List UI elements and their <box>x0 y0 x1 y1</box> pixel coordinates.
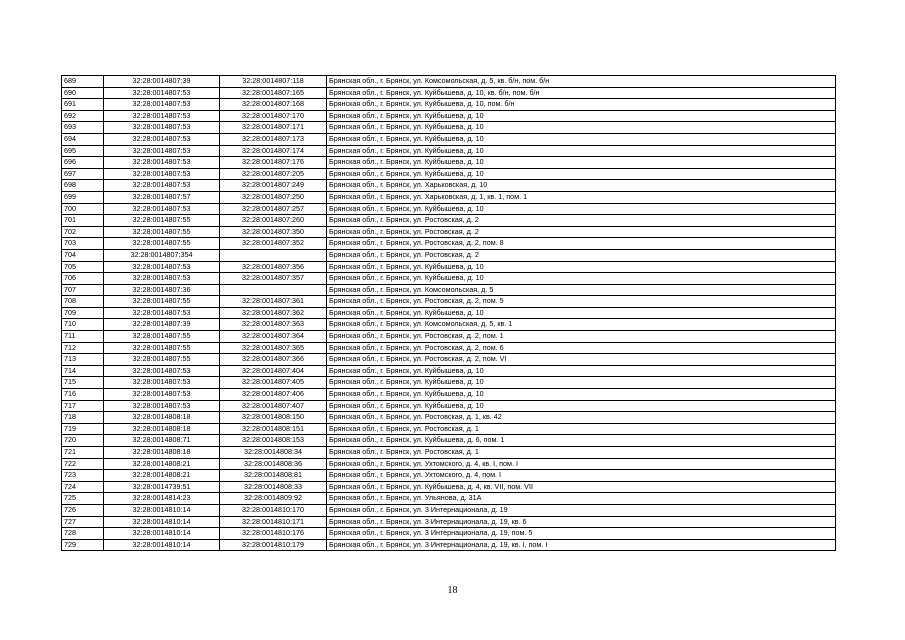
table-row <box>62 215 836 227</box>
parent-cadastral-number-cell: 32:28:0014807:53 <box>104 99 220 111</box>
parent-cadastral-number-cell: 32:28:0014808:18 <box>104 412 220 424</box>
row-number-cell: 701 <box>62 215 104 227</box>
row-number-cell: 702 <box>62 226 104 238</box>
address-cell: Брянская обл., г. Брянск, ул. Ульянова, д. 31А <box>327 493 836 505</box>
table-row <box>62 377 836 389</box>
address-cell: Брянская обл., г. Брянск, ул. Ростовская, д. 2, пом. VI <box>327 354 836 366</box>
table-row <box>62 423 836 435</box>
row-number-cell: 712 <box>62 342 104 354</box>
table-row <box>62 226 836 238</box>
row-number-cell: 694 <box>62 133 104 145</box>
parent-cadastral-number-cell: 32:28:0014814:23 <box>104 493 220 505</box>
table-row <box>62 133 836 145</box>
row-number-cell: 691 <box>62 99 104 111</box>
cadastral-number-cell: 32:28:0014809:92 <box>220 493 327 505</box>
cadastral-number-cell <box>220 284 327 296</box>
parent-cadastral-number-cell: 32:28:0014807:55 <box>104 215 220 227</box>
row-number-cell: 721 <box>62 447 104 459</box>
table-row <box>62 273 836 285</box>
address-cell: Брянская обл., г. Брянск, ул. Ростовская, д. 2, пом. 8 <box>327 238 836 250</box>
address-cell: Брянская обл., г. Брянск, ул. 3 Интернационала, д. 19 <box>327 504 836 516</box>
row-number-cell: 711 <box>62 331 104 343</box>
address-cell: Брянская обл., г. Брянск, ул. Комсомольская, д. 5 <box>327 284 836 296</box>
table-row <box>62 249 836 261</box>
parent-cadastral-number-cell: 32:28:0014810:14 <box>104 504 220 516</box>
cadastral-number-cell: 32:28:0014810:171 <box>220 516 327 528</box>
table-row <box>62 145 836 157</box>
address-cell: Брянская обл., г. Брянск, ул. Куйбышева, д. 4, кв. VII, пом. VII <box>327 481 836 493</box>
row-number-cell: 693 <box>62 122 104 134</box>
cadastral-number-cell: 32:28:0014807:352 <box>220 238 327 250</box>
address-cell: Брянская обл., г. Брянск, ул. Куйбышева, д. 10 <box>327 389 836 401</box>
row-number-cell: 726 <box>62 504 104 516</box>
row-number-cell: 698 <box>62 180 104 192</box>
address-cell: Брянская обл., г. Брянск, ул. Куйбышева, д. 10 <box>327 307 836 319</box>
cadastral-number-cell <box>220 249 327 261</box>
parent-cadastral-number-cell: 32:28:0014807:53 <box>104 307 220 319</box>
address-cell: Брянская обл., г. Брянск, ул. Ростовская, д. 1 <box>327 423 836 435</box>
row-number-cell: 719 <box>62 423 104 435</box>
address-cell: Брянская обл., г. Брянск, ул. Ростовская, д. 2, пом. 1 <box>327 331 836 343</box>
table-row <box>62 157 836 169</box>
parent-cadastral-number-cell: 32:28:0014808:71 <box>104 435 220 447</box>
table-row <box>62 168 836 180</box>
table-row <box>62 76 836 88</box>
address-cell: Брянская обл., г. Брянск, ул. Ростовская, д. 2 <box>327 249 836 261</box>
row-number-cell: 703 <box>62 238 104 250</box>
table-row <box>62 296 836 308</box>
cadastral-number-cell: 32:28:0014808:34 <box>220 447 327 459</box>
cadastral-number-cell: 32:28:0014807:168 <box>220 99 327 111</box>
address-cell: Брянская обл., г. Брянск, ул. Харьковская, д. 1, кв. 1, пом. 1 <box>327 191 836 203</box>
cadastral-number-cell: 32:28:0014810:179 <box>220 539 327 551</box>
table-row <box>62 238 836 250</box>
parent-cadastral-number-cell: 32:28:0014807:55 <box>104 238 220 250</box>
parent-cadastral-number-cell: 32:28:0014807:55 <box>104 226 220 238</box>
address-cell: Брянская обл., г. Брянск, ул. Комсомольская, д. 5, кв. б/н, пом. б/н <box>327 76 836 88</box>
cadastral-number-cell: 32:28:0014807:366 <box>220 354 327 366</box>
address-cell: Брянская обл., г. Брянск, ул. Ростовская, д. 2, пом. 6 <box>327 342 836 354</box>
table-row <box>62 528 836 540</box>
registry-table-body <box>62 76 836 551</box>
table-row <box>62 203 836 215</box>
address-cell: Брянская обл., г. Брянск, ул. Куйбышева, д. 6, пом. 1 <box>327 435 836 447</box>
address-cell: Брянская обл., г. Брянск, ул. Куйбышева, д. 10 <box>327 168 836 180</box>
cadastral-number-cell: 32:28:0014808:36 <box>220 458 327 470</box>
cadastral-number-cell: 32:28:0014807:357 <box>220 273 327 285</box>
address-cell: Брянская обл., г. Брянск, ул. Ростовская, д. 2 <box>327 226 836 238</box>
row-number-cell: 717 <box>62 400 104 412</box>
address-cell: Брянская обл., г. Брянск, ул. Ухтомского, д. 4, кв. I, пом. I <box>327 458 836 470</box>
parent-cadastral-number-cell: 32:28:0014808:21 <box>104 458 220 470</box>
table-row <box>62 400 836 412</box>
address-cell: Брянская обл., г. Брянск, ул. Куйбышева, д. 10, кв. б/н, пом. б/н <box>327 87 836 99</box>
address-cell: Брянская обл., г. Брянск, ул. Комсомольская, д. 5, кв. 1 <box>327 319 836 331</box>
table-row <box>62 412 836 424</box>
table-row <box>62 284 836 296</box>
row-number-cell: 715 <box>62 377 104 389</box>
table-row <box>62 110 836 122</box>
parent-cadastral-number-cell: 32:28:0014807:39 <box>104 319 220 331</box>
parent-cadastral-number-cell: 32:28:0014807:53 <box>104 180 220 192</box>
parent-cadastral-number-cell: 32:28:0014807:53 <box>104 110 220 122</box>
cadastral-number-cell: 32:28:0014807:176 <box>220 157 327 169</box>
table-row <box>62 389 836 401</box>
address-cell: Брянская обл., г. Брянск, ул. Ростовская, д. 2, пом. 5 <box>327 296 836 308</box>
row-number-cell: 728 <box>62 528 104 540</box>
parent-cadastral-number-cell: 32:28:0014807:53 <box>104 400 220 412</box>
address-cell: Брянская обл., г. Брянск, ул. Куйбышева, д. 10 <box>327 157 836 169</box>
row-number-cell: 695 <box>62 145 104 157</box>
address-cell: Брянская обл., г. Брянск, ул. 3 Интернационала, д. 19, кв. 6 <box>327 516 836 528</box>
row-number-cell: 706 <box>62 273 104 285</box>
row-number-cell: 707 <box>62 284 104 296</box>
address-cell: Брянская обл., г. Брянск, ул. Куйбышева, д. 10 <box>327 261 836 273</box>
parent-cadastral-number-cell: 32:28:0014808:21 <box>104 470 220 482</box>
row-number-cell: 709 <box>62 307 104 319</box>
table-row <box>62 319 836 331</box>
address-cell: Брянская обл., г. Брянск, ул. Ростовская, д. 1, кв. 42 <box>327 412 836 424</box>
parent-cadastral-number-cell: 32:28:0014807:53 <box>104 377 220 389</box>
table-row <box>62 354 836 366</box>
cadastral-number-cell: 32:28:0014808:150 <box>220 412 327 424</box>
row-number-cell: 718 <box>62 412 104 424</box>
cadastral-number-cell: 32:28:0014807:363 <box>220 319 327 331</box>
cadastral-number-cell: 32:28:0014807:260 <box>220 215 327 227</box>
address-cell: Брянская обл., г. Брянск, ул. 3 Интернационала, д. 19, кв. I, пом. I <box>327 539 836 551</box>
parent-cadastral-number-cell: 32:28:0014807:53 <box>104 122 220 134</box>
row-number-cell: 720 <box>62 435 104 447</box>
cadastral-number-cell: 32:28:0014807:356 <box>220 261 327 273</box>
row-number-cell: 697 <box>62 168 104 180</box>
row-number-cell: 708 <box>62 296 104 308</box>
cadastral-number-cell: 32:28:0014808:33 <box>220 481 327 493</box>
parent-cadastral-number-cell: 32:28:0014807:55 <box>104 342 220 354</box>
table-row <box>62 504 836 516</box>
table-row <box>62 365 836 377</box>
parent-cadastral-number-cell: 32:28:0014807:55 <box>104 354 220 366</box>
table-row <box>62 458 836 470</box>
parent-cadastral-number-cell: 32:28:0014807:39 <box>104 76 220 88</box>
cadastral-number-cell: 32:28:0014807:365 <box>220 342 327 354</box>
row-number-cell: 713 <box>62 354 104 366</box>
parent-cadastral-number-cell: 32:28:0014810:14 <box>104 516 220 528</box>
cadastral-number-cell: 32:28:0014807:405 <box>220 377 327 389</box>
address-cell: Брянская обл., г. Брянск, ул. Куйбышева, д. 10 <box>327 110 836 122</box>
address-cell: Брянская обл., г. Брянск, ул. Куйбышева, д. 10 <box>327 400 836 412</box>
parent-cadastral-number-cell: 32:28:0014807:53 <box>104 365 220 377</box>
cadastral-number-cell: 32:28:0014808:81 <box>220 470 327 482</box>
table-row <box>62 447 836 459</box>
parent-cadastral-number-cell: 32:28:0014807:53 <box>104 389 220 401</box>
table-row <box>62 180 836 192</box>
cadastral-number-cell: 32:28:0014807:118 <box>220 76 327 88</box>
parent-cadastral-number-cell: 32:28:0014807:53 <box>104 203 220 215</box>
cadastral-number-cell: 32:28:0014807:406 <box>220 389 327 401</box>
cadastral-number-cell: 32:28:0014808:153 <box>220 435 327 447</box>
cadastral-number-cell: 32:28:0014807:250 <box>220 191 327 203</box>
cadastral-number-cell: 32:28:0014810:170 <box>220 504 327 516</box>
table-row <box>62 331 836 343</box>
table-row <box>62 307 836 319</box>
cadastral-number-cell: 32:28:0014807:170 <box>220 110 327 122</box>
row-number-cell: 716 <box>62 389 104 401</box>
table-row <box>62 516 836 528</box>
address-cell: Брянская обл., г. Брянск, ул. Куйбышева, д. 10 <box>327 377 836 389</box>
cadastral-number-cell: 32:28:0014807:171 <box>220 122 327 134</box>
table-row <box>62 493 836 505</box>
parent-cadastral-number-cell: 32:28:0014739:51 <box>104 481 220 493</box>
address-cell: Брянская обл., г. Брянск, ул. Ухтомского, д. 4, пом. I <box>327 470 836 482</box>
parent-cadastral-number-cell: 32:28:0014807:53 <box>104 261 220 273</box>
parent-cadastral-number-cell: 32:28:0014807:53 <box>104 273 220 285</box>
row-number-cell: 725 <box>62 493 104 505</box>
cadastral-number-cell: 32:28:0014807:257 <box>220 203 327 215</box>
row-number-cell: 723 <box>62 470 104 482</box>
address-cell: Брянская обл., г. Брянск, ул. Куйбышева, д. 10, пом. б/н <box>327 99 836 111</box>
table-row <box>62 191 836 203</box>
table-row <box>62 470 836 482</box>
address-cell: Брянская обл., г. Брянск, ул. Куйбышева, д. 10 <box>327 203 836 215</box>
row-number-cell: 729 <box>62 539 104 551</box>
row-number-cell: 710 <box>62 319 104 331</box>
cadastral-number-cell: 32:28:0014807:404 <box>220 365 327 377</box>
row-number-cell: 705 <box>62 261 104 273</box>
table-row <box>62 539 836 551</box>
row-number-cell: 692 <box>62 110 104 122</box>
parent-cadastral-number-cell: 32:28:0014807:53 <box>104 145 220 157</box>
row-number-cell: 696 <box>62 157 104 169</box>
row-number-cell: 724 <box>62 481 104 493</box>
cadastral-number-cell: 32:28:0014810:176 <box>220 528 327 540</box>
parent-cadastral-number-cell: 32:28:0014810:14 <box>104 528 220 540</box>
parent-cadastral-number-cell: 32:28:0014807:57 <box>104 191 220 203</box>
cadastral-number-cell: 32:28:0014807:364 <box>220 331 327 343</box>
cadastral-number-cell: 32:28:0014807:350 <box>220 226 327 238</box>
table-row <box>62 342 836 354</box>
address-cell: Брянская обл., г. Брянск, ул. Куйбышева, д. 10 <box>327 273 836 285</box>
address-cell: Брянская обл., г. Брянск, ул. Куйбышева, д. 10 <box>327 365 836 377</box>
cadastral-number-cell: 32:28:0014807:362 <box>220 307 327 319</box>
row-number-cell: 714 <box>62 365 104 377</box>
table-row <box>62 87 836 99</box>
registry-table <box>61 75 836 551</box>
address-cell: Брянская обл., г. Брянск, ул. Куйбышева, д. 10 <box>327 122 836 134</box>
table-row <box>62 435 836 447</box>
cadastral-number-cell: 32:28:0014807:165 <box>220 87 327 99</box>
parent-cadastral-number-cell: 32:28:0014808:18 <box>104 447 220 459</box>
row-number-cell: 704 <box>62 249 104 261</box>
row-number-cell: 727 <box>62 516 104 528</box>
parent-cadastral-number-cell: 32:28:0014807:354 <box>104 249 220 261</box>
table-row <box>62 99 836 111</box>
address-cell: Брянская обл., г. Брянск, ул. Харьковская, д. 10 <box>327 180 836 192</box>
cadastral-number-cell: 32:28:0014807:174 <box>220 145 327 157</box>
address-cell: Брянская обл., г. Брянск, ул. Куйбышева, д. 10 <box>327 145 836 157</box>
address-cell: Брянская обл., г. Брянск, ул. Ростовская, д. 1 <box>327 447 836 459</box>
parent-cadastral-number-cell: 32:28:0014807:55 <box>104 296 220 308</box>
cadastral-number-cell: 32:28:0014807:173 <box>220 133 327 145</box>
row-number-cell: 722 <box>62 458 104 470</box>
address-cell: Брянская обл., г. Брянск, ул. Куйбышева, д. 10 <box>327 133 836 145</box>
cadastral-number-cell: 32:28:0014808:151 <box>220 423 327 435</box>
page-number: 18 <box>447 585 458 596</box>
cadastral-number-cell: 32:28:0014807:407 <box>220 400 327 412</box>
parent-cadastral-number-cell: 32:28:0014810:14 <box>104 539 220 551</box>
table-row <box>62 122 836 134</box>
row-number-cell: 700 <box>62 203 104 215</box>
address-cell: Брянская обл., г. Брянск, ул. Ростовская, д. 2 <box>327 215 836 227</box>
cadastral-number-cell: 32:28:0014807:249 <box>220 180 327 192</box>
address-cell: Брянская обл., г. Брянск, ул. 3 Интернационала, д. 19, пом. 5 <box>327 528 836 540</box>
row-number-cell: 690 <box>62 87 104 99</box>
parent-cadastral-number-cell: 32:28:0014807:53 <box>104 157 220 169</box>
cadastral-number-cell: 32:28:0014807:205 <box>220 168 327 180</box>
cadastral-number-cell: 32:28:0014807:361 <box>220 296 327 308</box>
parent-cadastral-number-cell: 32:28:0014807:53 <box>104 168 220 180</box>
parent-cadastral-number-cell: 32:28:0014807:55 <box>104 331 220 343</box>
row-number-cell: 689 <box>62 76 104 88</box>
row-number-cell: 699 <box>62 191 104 203</box>
parent-cadastral-number-cell: 32:28:0014808:18 <box>104 423 220 435</box>
table-row <box>62 261 836 273</box>
table-row <box>62 481 836 493</box>
parent-cadastral-number-cell: 32:28:0014807:36 <box>104 284 220 296</box>
parent-cadastral-number-cell: 32:28:0014807:53 <box>104 133 220 145</box>
parent-cadastral-number-cell: 32:28:0014807:53 <box>104 87 220 99</box>
